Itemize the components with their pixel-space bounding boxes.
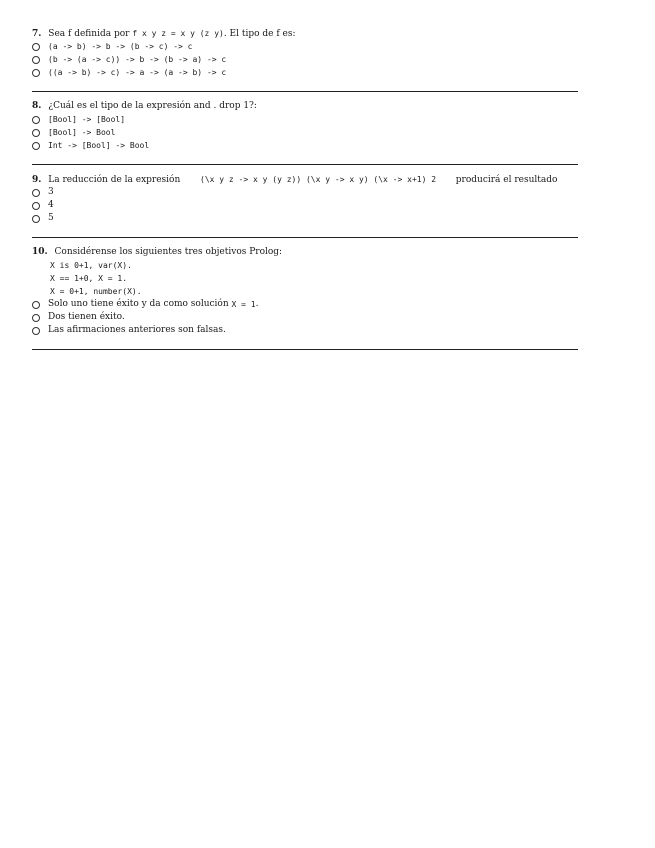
radio-button[interactable] [32,301,40,309]
answer-option[interactable] [32,53,578,66]
question-text: Sea f definida por [48,29,130,39]
prolog-goal: X == 1+0, X = 1. [50,274,128,283]
option-label: Solo uno tiene éxito y da como solución [48,299,229,309]
radio-button[interactable] [32,142,40,150]
question-number: 7. [32,29,42,39]
divider [32,237,578,238]
answer-option[interactable] [32,311,578,324]
answer-option[interactable] [32,113,578,126]
radio-button[interactable] [32,129,40,137]
question-text: . El tipo de f es: [223,29,296,39]
question-7 [32,27,578,79]
option-label: (a -> b) -> b -> (b -> c) -> c [48,42,193,51]
radio-button[interactable] [32,327,40,335]
question-7-prompt [32,27,578,40]
answer-option[interactable] [32,40,578,53]
option-label: Dos tienen éxito. [48,312,125,322]
question-code: (\x y z -> x y (y z)) (\x y -> x y) (\x -> x+1) 2 [200,175,437,184]
radio-button[interactable] [32,56,40,64]
question-text: Considérense los siguientes tres objetivos Prolog: [54,247,283,257]
option-tail: . [255,299,259,309]
option-code: X = 1 [231,300,256,309]
question-10-prompt [32,246,578,259]
question-text: ¿Cuál es el tipo de la expresión and . drop 1?: [48,101,257,111]
option-label: Las afirmaciones anteriores son falsas. [48,325,226,335]
question-text: La reducción de la expresión [48,175,181,185]
answer-option[interactable] [32,298,578,311]
radio-button[interactable] [32,116,40,124]
option-label: 3 [48,187,54,197]
option-label: 4 [48,200,54,210]
option-label: Int -> [Bool] -> Bool [48,141,150,150]
option-label: 5 [48,213,54,223]
question-code: f x y z = x y (z y) [132,29,224,38]
question-text: producirá el resultado [455,175,558,185]
exam-page [32,27,578,358]
question-9 [32,173,578,225]
question-number: 9. [32,175,42,185]
divider [32,349,578,350]
answer-option[interactable] [32,139,578,152]
question-number: 8. [32,101,42,111]
radio-button[interactable] [32,69,40,77]
divider [32,91,578,92]
answer-option[interactable] [32,212,578,225]
option-label: ((a -> b) -> c) -> a -> (a -> b) -> c [48,68,227,77]
answer-option[interactable] [32,199,578,212]
answer-option[interactable] [32,66,578,79]
radio-button[interactable] [32,215,40,223]
answer-option[interactable] [32,186,578,199]
question-8 [32,100,578,152]
question-number: 10. [32,247,48,257]
option-label: (b -> (a -> c)) -> b -> (b -> a) -> c [48,55,227,64]
answer-option[interactable] [32,126,578,139]
option-label: [Bool] -> Bool [48,128,116,137]
answer-option[interactable] [32,324,578,337]
option-label: [Bool] -> [Bool] [48,115,126,124]
prolog-goal: X is 0+1, var(X). [50,261,132,270]
radio-button[interactable] [32,314,40,322]
question-8-prompt [32,100,578,113]
prolog-goal: X = 0+1, number(X). [50,287,142,296]
radio-button[interactable] [32,189,40,197]
question-9-prompt [32,173,578,186]
radio-button[interactable] [32,43,40,51]
radio-button[interactable] [32,202,40,210]
divider [32,164,578,165]
question-10 [32,246,578,337]
